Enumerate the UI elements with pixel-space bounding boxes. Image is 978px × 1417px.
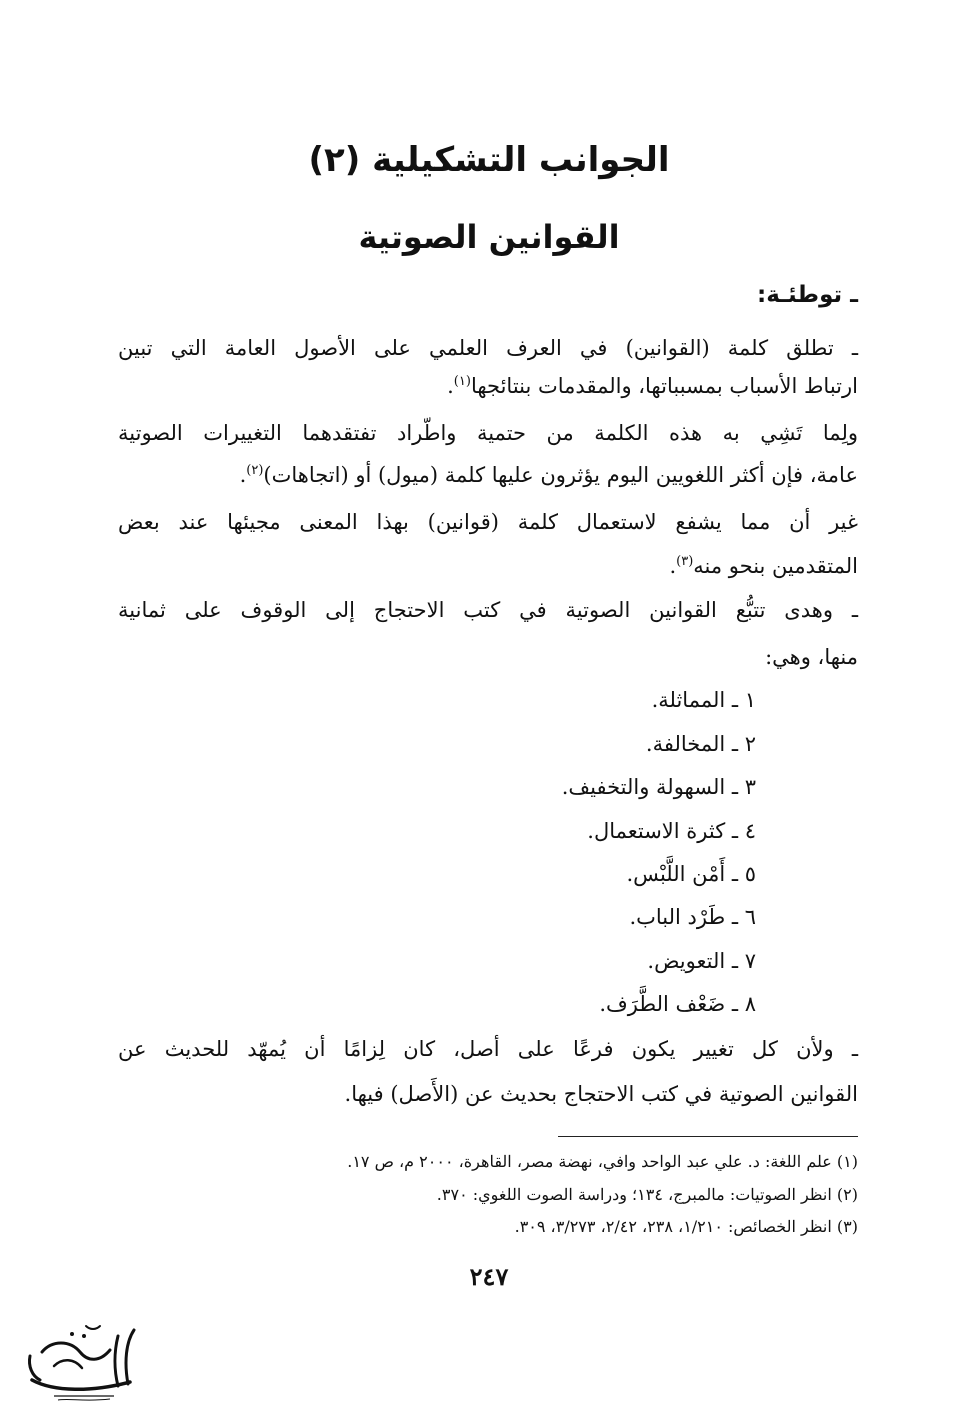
paragraph-3-line-2 — [669, 550, 858, 582]
paragraph-2-line-2-text: عامة، فإن أكثر اللغويين اليوم يؤثرون عليها كلمة (ميول) أو (اتجاهات) — [263, 463, 858, 487]
footnote-1: (١) علم اللغة: د. علي عبد الواحد وافي، نهضة مصر، القاهرة، ٢٠٠٠ م، ص ١٧. — [347, 1152, 858, 1171]
paragraph-2-line-2 — [240, 459, 858, 491]
footnote-ref-1[interactable]: (١) — [453, 374, 471, 389]
paragraph-4-line-1: ـ وهدى تتبُّع القوانين الصوتية في كتب الاحتجاج إلى الوقوف على ثمانية — [118, 598, 858, 622]
list-item: ٨ ـ ضَعْف الطَّرَف. — [599, 992, 756, 1016]
paragraph-1-line-2-end: . — [447, 374, 454, 398]
footnote-2: (٢) انظر الصوتيات: مالمبرج، ١٣٤؛ ودراسة الصوت اللغوي: ٣٧٠. — [436, 1185, 858, 1204]
paragraph-3-line-2-text: المتقدمين بنحو منه — [693, 554, 858, 578]
list-item: ٧ ـ التعويض. — [647, 949, 756, 973]
list-item: ٣ ـ السهولة والتخفيف. — [561, 775, 756, 799]
footnote-divider — [558, 1136, 858, 1137]
footnote-ref-3[interactable]: (٣) — [676, 554, 694, 569]
list-item: ٢ ـ المخالفة. — [645, 732, 756, 756]
page-number: ٢٤٧ — [469, 1262, 509, 1291]
paragraph-1-line-2-text: ارتباط الأسباب بمسبباتها، والمقدمات بنتائجها — [470, 374, 858, 398]
paragraph-2-line-2-end: . — [239, 463, 247, 487]
paragraph-4-line-2: منها، وهي: — [765, 645, 858, 669]
library-stamp-logo — [14, 1322, 144, 1404]
page-title: الجوانب التشكيلية (٢) — [308, 140, 670, 180]
paragraph-1-line-1: ـ تطلق كلمة (القوانين) في العرف العلمي على الأصول العامة التي تبين — [118, 336, 858, 360]
list-item: ٥ ـ أَمْن اللَّبْس. — [626, 862, 756, 886]
footnote-3: (٣) انظر الخصائص: ١/٢١٠، ٢٣٨، ٢/٤٢، ٣/٢٧٣، ٣٠٩. — [514, 1217, 858, 1236]
page-subtitle: القوانين الصوتية — [358, 218, 620, 256]
paragraph-3-line-1: غير أن مما يشفع لاستعمال كلمة (قوانين) بهذا المعنى مجيئها عند بعض — [118, 510, 858, 534]
list-item: ١ ـ المماثلة. — [651, 688, 756, 712]
closing-line-1: ـ ولأن كل تغيير يكون فرعًا على أصل، كان لِزامًا أن يُمهّد للحديث عن — [118, 1037, 858, 1061]
paragraph-1-line-2 — [447, 370, 858, 402]
paragraph-2-line-1: ولِما تَشِي به هذه الكلمة من حتمية واطّراد تفتقدهما التغييرات الصوتية — [118, 421, 858, 445]
footnote-ref-2[interactable]: (٢) — [246, 463, 264, 478]
list-item: ٦ ـ طَرْد الباب. — [629, 905, 756, 929]
paragraph-3-line-2-end: . — [669, 554, 677, 578]
closing-line-2: القوانين الصوتية في كتب الاحتجاج بحديث عن (الأَصل) فيها. — [344, 1082, 858, 1106]
list-item: ٤ ـ كثرة الاستعمال. — [587, 819, 756, 843]
section-heading: ـ توطئـة: — [757, 282, 858, 308]
